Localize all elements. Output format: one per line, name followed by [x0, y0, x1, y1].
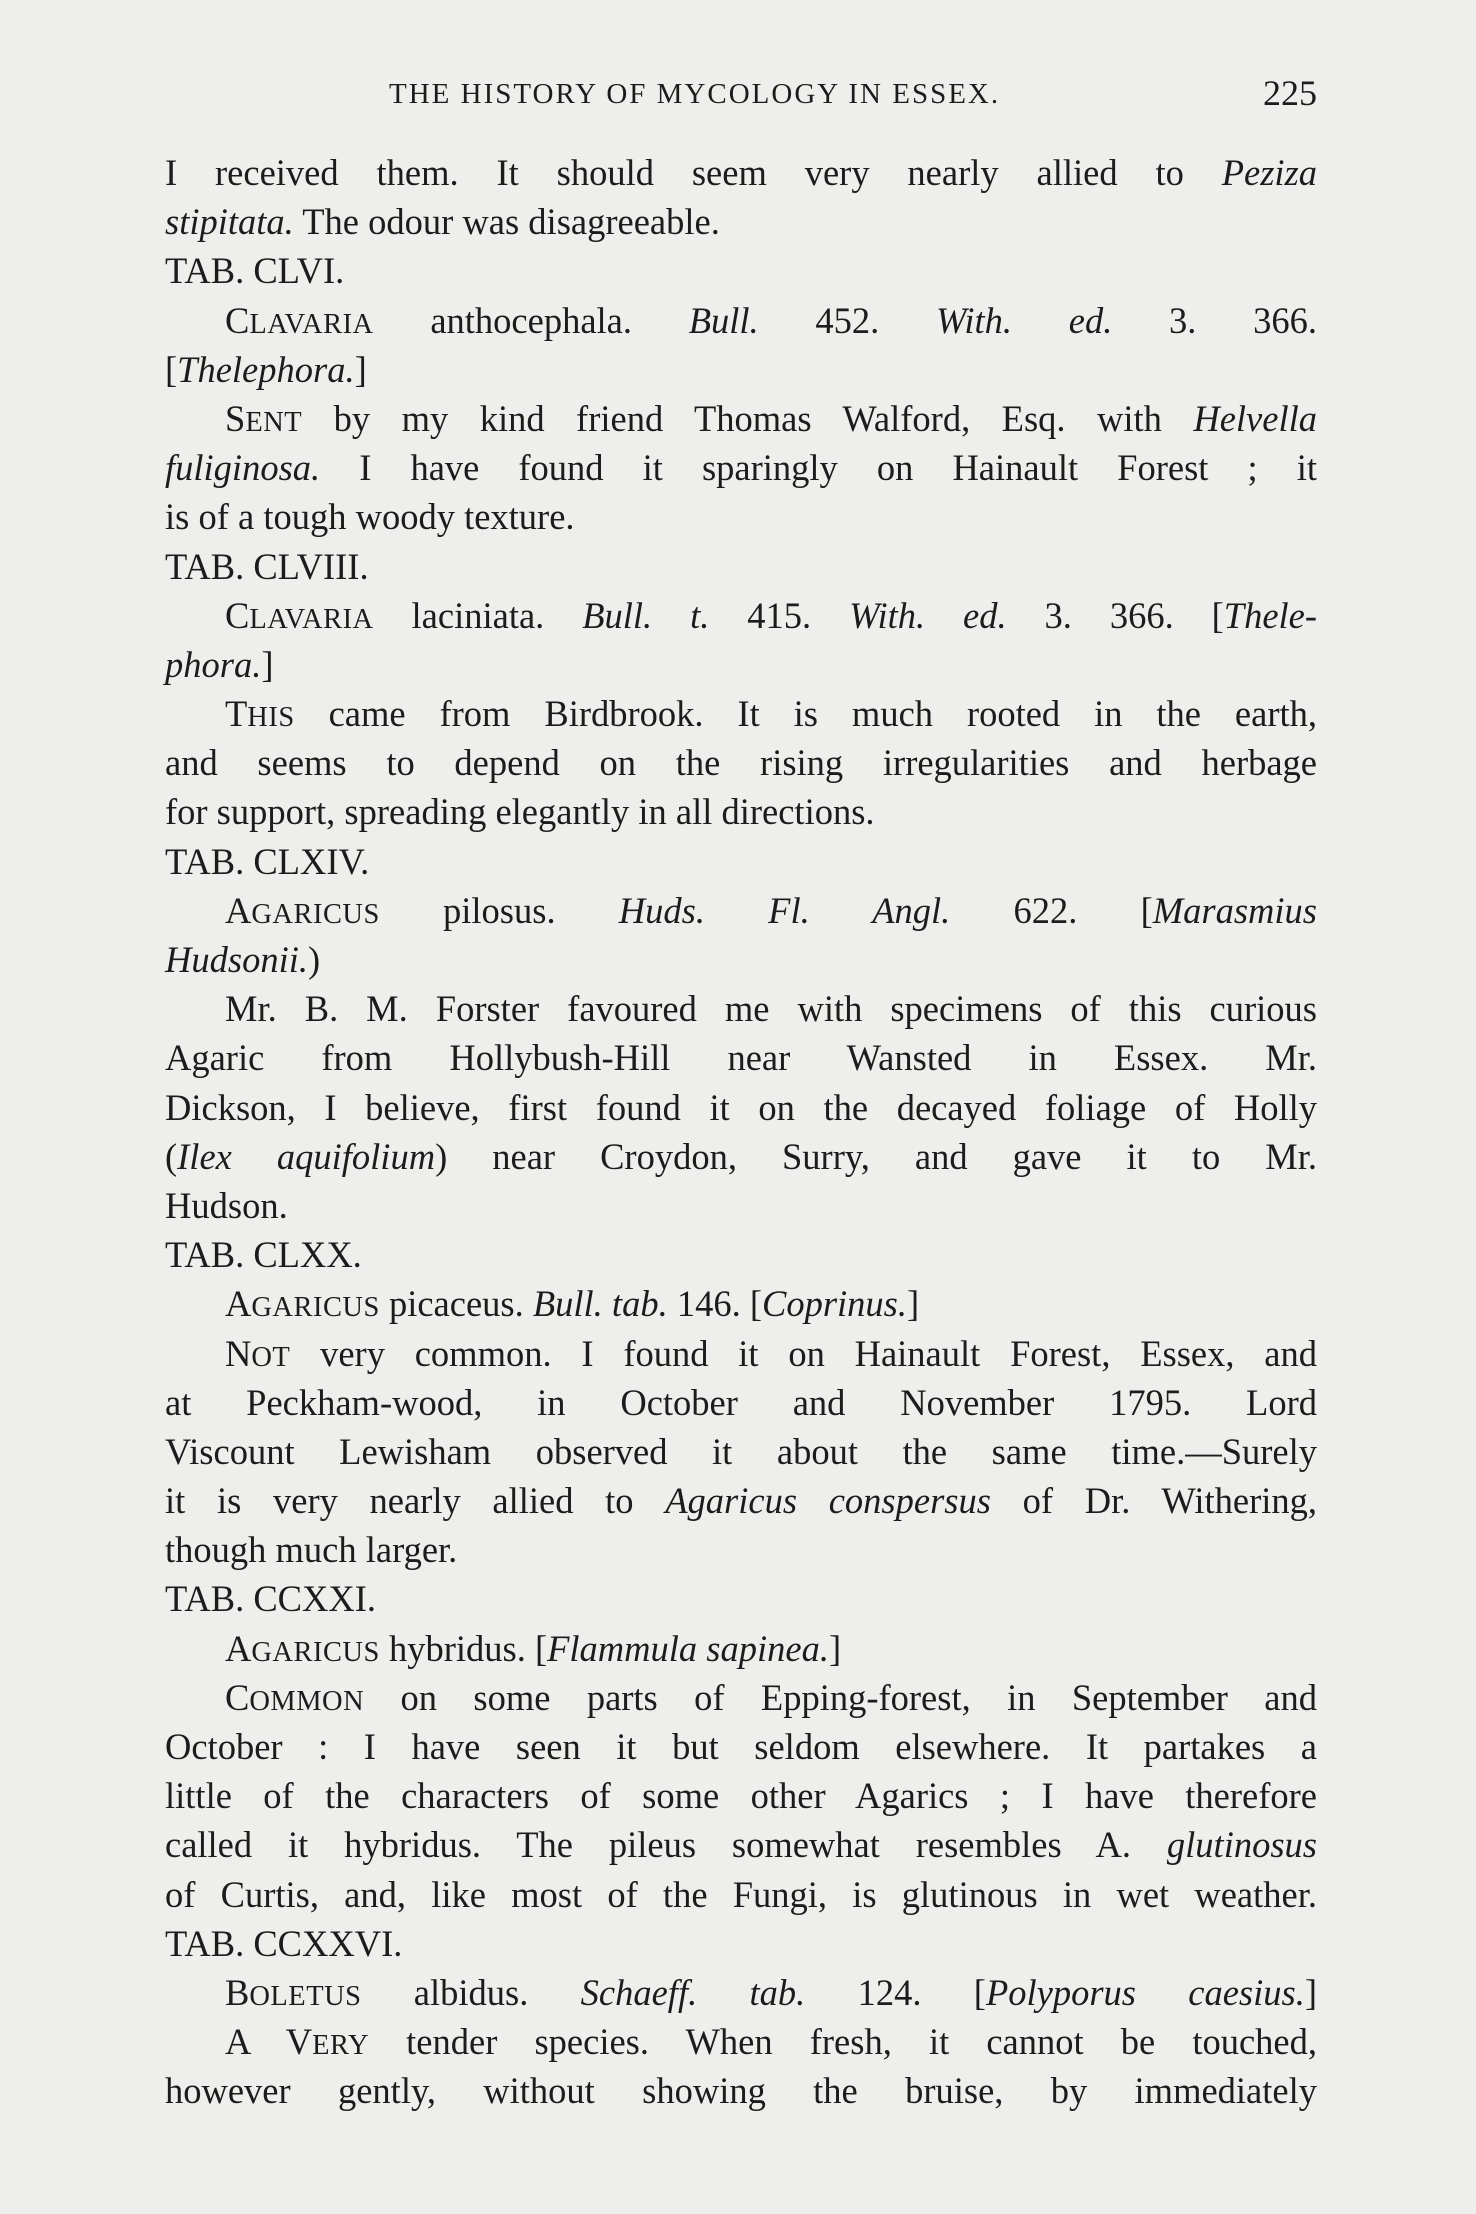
text-line	[165, 837, 1317, 886]
italic-text: Hudsonii.	[165, 939, 308, 980]
text-line	[165, 296, 1317, 345]
small-caps-text: ERY	[312, 2030, 370, 2062]
text-segment: 146. [	[667, 1283, 762, 1325]
italic-text: phora.	[165, 643, 262, 685]
small-caps-text: HIS	[247, 702, 295, 734]
text-segment: The odour was disagreeable.	[293, 201, 720, 243]
text-line	[165, 1673, 1317, 1722]
text-segment: T	[225, 693, 248, 735]
text-line	[165, 246, 1317, 295]
text-line	[165, 1378, 1317, 1427]
text-segment: of Curtis, and, like most of the Fungi, is glutinous in wet weather.	[165, 1873, 1317, 1915]
text-segment: 3. 366.	[1112, 299, 1318, 341]
text-segment: C	[225, 594, 250, 636]
text-line	[165, 1083, 1317, 1132]
text-line	[165, 492, 1317, 541]
italic-text: Huds. Fl. Angl.	[618, 889, 951, 931]
italic-text: stipitata.	[165, 201, 294, 243]
text-segment: picaceus.	[379, 1283, 533, 1325]
text-segment: hybridus. [	[379, 1627, 548, 1669]
text-segment: ]	[261, 643, 274, 685]
text-segment: C	[225, 1676, 250, 1718]
text-segment: tender species. When fresh, it cannot be touched,	[369, 2021, 1317, 2063]
text-line	[165, 1525, 1317, 1574]
text-segment: albidus.	[361, 1971, 581, 2013]
italic-text: Polyporus caesius.	[985, 1971, 1305, 2013]
text-segment: though much larger.	[165, 1529, 458, 1571]
text-segment: is of a tough woody texture.	[165, 496, 575, 538]
text-segment: Agaric from Hollybush-Hill near Wansted in Essex. Mr.	[165, 1037, 1317, 1079]
text-segment: TAB. CLXIV.	[165, 840, 370, 882]
text-segment: October : I have seen it but seldom elsewhere. It partakes a	[165, 1726, 1317, 1767]
text-segment: A	[225, 889, 252, 931]
text-segment: anthocephala.	[373, 299, 689, 341]
italic-text: Coprinus.	[761, 1283, 908, 1325]
italic-text: Thelephora.	[177, 348, 355, 390]
text-line	[165, 1574, 1317, 1623]
text-segment: and seems to depend on the rising irregularities and herbage	[165, 742, 1317, 784]
italic-text: Ilex aquifolium	[177, 1135, 436, 1177]
text-line	[165, 542, 1317, 591]
page-number: 225	[1263, 73, 1317, 113]
italic-text: Thele-	[1223, 594, 1318, 636]
text-segment: ]	[354, 348, 367, 390]
text-line	[165, 738, 1317, 787]
text-line	[165, 591, 1317, 640]
text-line	[165, 1132, 1317, 1181]
text-segment: I received them. It should seem very nearly allied to	[165, 152, 1222, 193]
italic-text: Peziza	[1221, 152, 1317, 193]
running-title: THE HISTORY OF MYCOLOGY IN ESSEX.	[389, 78, 1001, 110]
text-line	[165, 984, 1317, 1033]
text-segment: however gently, without showing the bruise, by immediately	[165, 2070, 1317, 2112]
text-segment: very common. I found it on Hainault Forest, Essex, and	[290, 1332, 1317, 1374]
text-segment: called it hybridus. The pileus somewhat resembles A.	[165, 1824, 1167, 1866]
text-segment: ]	[907, 1283, 920, 1325]
italic-text: Flammula sapinea.	[547, 1627, 829, 1669]
text-segment: A V	[225, 2021, 313, 2063]
text-line	[165, 640, 1317, 689]
text-segment: came from Birdbrook. It is much rooted in the earth,	[294, 693, 1317, 735]
text-line	[165, 443, 1317, 492]
text-segment: TAB. CLVIII.	[165, 545, 369, 587]
italic-text: With. ed.	[935, 299, 1113, 341]
text-line	[165, 1820, 1317, 1869]
small-caps-text: GARICUS	[251, 898, 380, 930]
text-segment: TAB. CCXXI.	[165, 1578, 377, 1620]
text-line	[165, 1476, 1317, 1525]
text-segment: 622. [	[950, 889, 1153, 931]
text-segment: A	[225, 1627, 252, 1669]
text-segment: on some parts of Epping-forest, in September and	[364, 1676, 1317, 1718]
body-text	[165, 148, 1317, 2116]
text-line	[165, 1870, 1317, 1919]
text-segment: )	[307, 939, 321, 980]
text-segment: ) near Croydon, Surry, and gave it to Mr.	[435, 1135, 1317, 1177]
text-line	[165, 2017, 1317, 2066]
text-segment: I have found it sparingly on Hainault Forest ; it	[320, 447, 1317, 489]
text-segment: S	[225, 397, 246, 439]
italic-text: Marasmius	[1152, 889, 1317, 931]
text-segment: A	[225, 1283, 252, 1325]
italic-text: glutinosus	[1166, 1824, 1317, 1866]
italic-text: Helvella	[1193, 397, 1317, 439]
text-segment: laciniata.	[373, 594, 583, 636]
text-line	[165, 1181, 1317, 1230]
small-caps-text: OLETUS	[249, 1980, 362, 2012]
text-line	[165, 689, 1317, 738]
text-segment: [	[165, 348, 178, 390]
text-line	[165, 345, 1317, 394]
text-line	[165, 1427, 1317, 1476]
text-line	[165, 886, 1317, 935]
text-segment: little of the characters of some other Agarics ; I have therefore	[165, 1775, 1317, 1817]
italic-text: fuliginosa.	[165, 447, 321, 489]
text-segment: Hudson.	[165, 1184, 288, 1226]
italic-text: Bull. t.	[582, 594, 710, 636]
italic-text: With. ed.	[849, 594, 1007, 636]
text-segment: pilosus.	[379, 889, 619, 931]
small-caps-text: GARICUS	[251, 1636, 380, 1668]
italic-text: Bull. tab.	[532, 1283, 668, 1325]
text-line	[165, 1624, 1317, 1673]
small-caps-text: ENT	[245, 406, 303, 438]
text-line	[165, 1279, 1317, 1328]
page-header	[165, 72, 1317, 122]
text-line	[165, 1329, 1317, 1378]
text-segment: Dickson, I believe, first found it on the decayed foliage of Holly	[165, 1086, 1317, 1128]
small-caps-text: OMMON	[249, 1685, 365, 1717]
text-segment: 124. [	[805, 1971, 986, 2013]
text-line	[165, 787, 1317, 836]
text-line	[165, 1968, 1317, 2017]
text-line	[165, 394, 1317, 443]
text-segment: N	[225, 1332, 252, 1374]
text-segment: it is very nearly allied to	[165, 1480, 666, 1522]
text-segment: 452.	[758, 299, 936, 341]
text-segment: at Peckham-wood, in October and November 1795. Lord	[165, 1381, 1317, 1423]
text-segment: ]	[1304, 1971, 1318, 2013]
text-line	[165, 1722, 1317, 1771]
small-caps-text: GARICUS	[251, 1292, 380, 1324]
small-caps-text: LAVARIA	[249, 308, 374, 340]
text-segment: by my kind friend Thomas Walford, Esq. with	[302, 397, 1194, 439]
small-caps-text: LAVARIA	[249, 603, 374, 635]
text-segment: for support, spreading elegantly in all directions.	[165, 791, 875, 833]
text-segment: 3. 366. [	[1006, 594, 1224, 636]
text-segment: ]	[828, 1627, 842, 1669]
text-line	[165, 2066, 1317, 2115]
text-segment: of Dr. Withering,	[990, 1480, 1317, 1522]
text-segment: C	[225, 299, 250, 341]
italic-text: Agaricus conspersus	[665, 1480, 991, 1522]
text-segment: (	[165, 1135, 178, 1177]
text-line	[165, 935, 1317, 984]
text-line	[165, 148, 1317, 197]
text-line	[165, 1033, 1317, 1082]
italic-text: Bull.	[688, 299, 759, 341]
text-line	[165, 197, 1317, 246]
text-segment: TAB. CCXXVI.	[165, 1922, 403, 1964]
text-line	[165, 1771, 1317, 1820]
text-segment: TAB. CLVI.	[165, 250, 345, 292]
text-segment: B	[225, 1971, 250, 2013]
text-segment: TAB. CLXX.	[165, 1234, 362, 1276]
text-segment: 415.	[709, 594, 850, 636]
text-line	[165, 1919, 1317, 1968]
italic-text: Schaeff. tab.	[580, 1971, 806, 2013]
text-line	[165, 1230, 1317, 1279]
text-segment: Viscount Lewisham observed it about the same time.—Surely	[165, 1430, 1317, 1472]
text-segment: Mr. B. M. Forster favoured me with specimens of this curious	[225, 988, 1317, 1030]
small-caps-text: OT	[251, 1341, 291, 1373]
